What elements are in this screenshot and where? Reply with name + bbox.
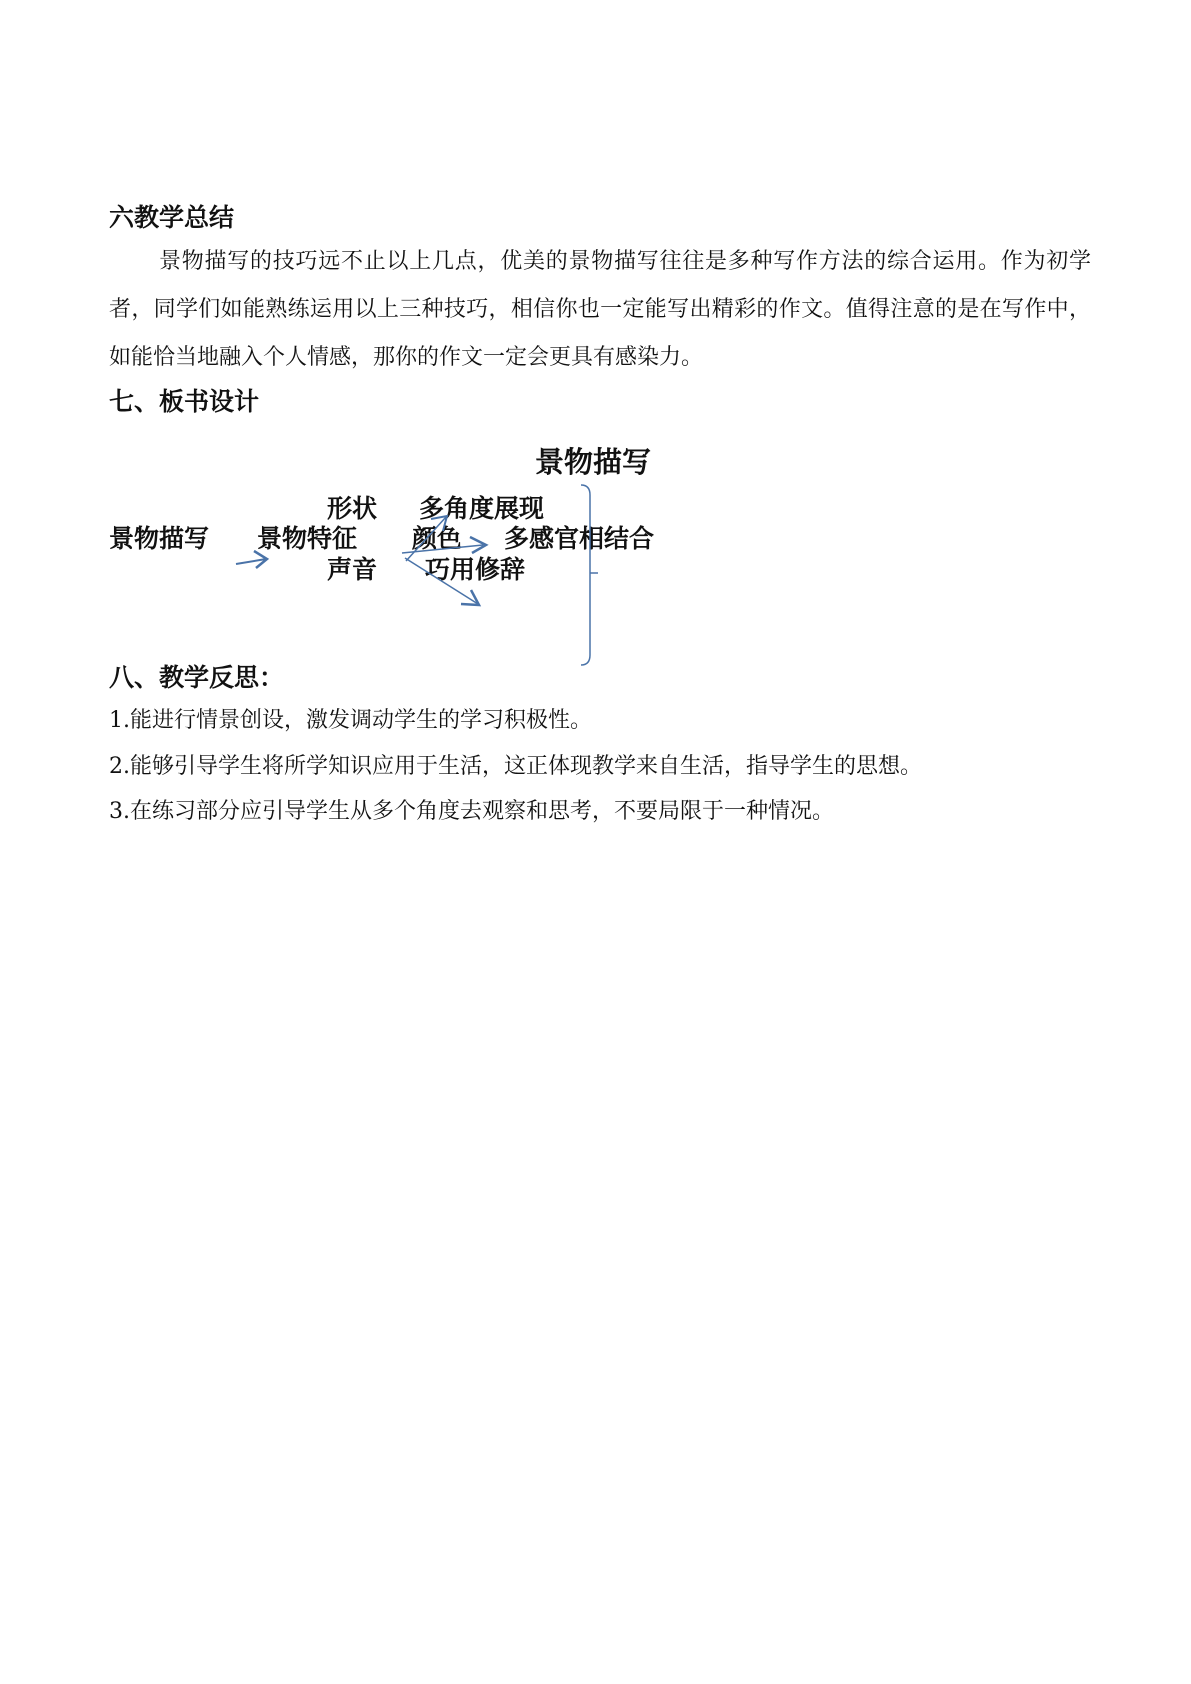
board-feature-label: 景物特征 [257, 524, 358, 553]
reflection-item-3: 3.在练习部分应引导学生从多个角度去观察和思考，不要局限于一种情况。 [109, 799, 834, 824]
reflection-item-1: 1.能进行情景创设，激发调动学生的学习积极性。 [109, 708, 592, 733]
board-root-label: 景物描写 [109, 524, 210, 553]
reflection-item-2: 2.能够引导学生将所学知识应用于生活，这正体现教学来自生活，指导学生的思想。 [109, 754, 922, 779]
board-title: 景物描写 [535, 445, 652, 479]
board-aspect-shape: 形状 [327, 494, 378, 523]
board-technique-multi-angle: 多角度展现 [419, 494, 545, 523]
reflection-heading: 八、教学反思： [109, 663, 285, 692]
summary-heading: 六教学总结 [109, 203, 235, 232]
summary-paragraph: 景物描写的技巧远不止以上几点，优美的景物描写往往是多种写作方法的综合运用。作为初学者，同学们如能熟练运用以上三种技巧，相信你也一定能写出精彩的作文。值得注意的是在写作中，如能恰当地融入个人情感，那你的作文一定会更具有感染力。 [109, 249, 1091, 370]
board-bracket [581, 485, 590, 665]
board-technique-rhetoric: 巧用修辞 [425, 555, 526, 584]
board-aspect-color: 颜色 [412, 524, 463, 553]
board-design-heading: 七、板书设计 [109, 387, 260, 416]
board-aspect-sound: 声音 [327, 555, 378, 584]
board-technique-multi-sense: 多感官相结合 [504, 524, 655, 553]
